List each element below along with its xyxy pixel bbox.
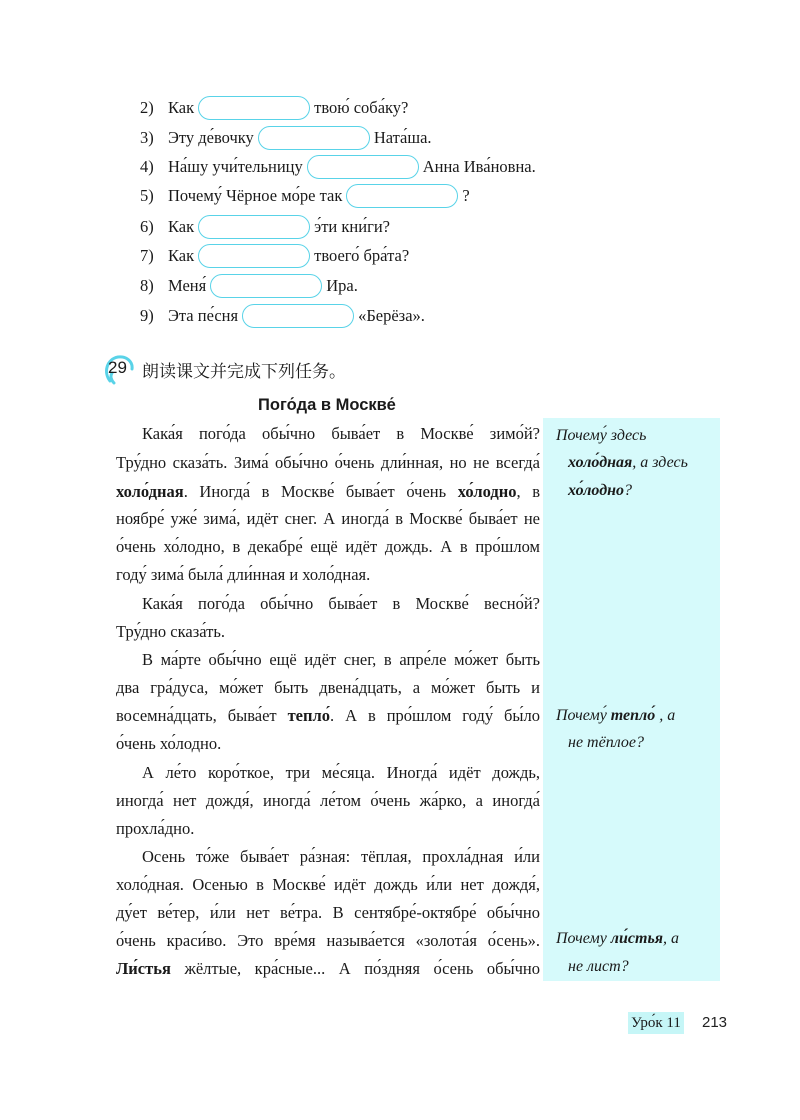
answer-blank[interactable] [258,126,370,150]
text-span: , а здесь [632,454,688,471]
item-text-before: Почему́ Чёрное мо́ре так [168,186,343,205]
text-line: Осень то́же быва́ет ра́зная: тёплая, прохла́дная и́ли [142,847,540,866]
item-text-after: Ната́ша. [373,128,432,147]
text-line [116,478,540,506]
side-note-line: Почему́ здесь [556,427,647,444]
text-line: о́чень хо́лодно, в декабре́ ещё идёт дождь. А в про́шлом [116,537,540,556]
bold-word: хо́лодно [568,482,625,499]
item-number: 3) [140,128,154,147]
text-line: В ма́рте обы́чно ещё идёт снег, в апре́ле мо́жет быть [142,650,540,669]
exercise-item [140,242,409,270]
item-text-after: «Берёза». [358,306,425,325]
lesson-badge: Уро́к 11 [628,1012,684,1034]
item-text-before: Эта пе́сня [168,306,239,325]
bold-word: хо́лодно [457,482,517,501]
bold-word: Ли́стья [116,959,171,978]
text-line: А ле́то коро́ткое, три ме́сяца. Иногда́ идёт дождь, [142,763,540,782]
item-number: 2) [140,98,154,117]
item-text-after: э́ти кни́ги? [314,217,390,236]
exercise-item [140,124,432,152]
bold-word: ли́стья [610,930,664,947]
answer-blank[interactable] [198,215,310,239]
text-span: ? [624,482,633,499]
side-note-line [568,477,632,505]
item-text-before: Как [168,246,195,265]
task-number-badge [104,354,134,384]
side-note-line [556,702,675,730]
item-text-after: Анна Ива́новна. [422,157,536,176]
exercise-item [140,213,390,241]
item-text-before: На́шу учи́тельницу [168,157,303,176]
text-span: жёлтые, кра́сные... А по́здняя о́сень обы́чно [170,959,540,978]
text-line [116,702,540,730]
answer-blank[interactable] [242,304,354,328]
exercise-item [140,182,470,210]
item-text-before: Меня́ [168,276,207,295]
item-text-after: ? [462,186,470,205]
answer-blank[interactable] [198,96,310,120]
exercise-item [140,153,536,181]
text-span: Почему́ [556,707,611,724]
bold-word: тепло́ [610,707,656,724]
answer-blank[interactable] [198,244,310,268]
item-text-before: Эту де́вочку [168,128,254,147]
exercise-item [140,94,408,122]
text-line: Тру́дно сказа́ть. [116,622,225,641]
item-number: 5) [140,186,154,205]
bold-word: холо́дная [568,454,633,471]
text-line [116,955,540,983]
task-instruction: 朗读课文并完成下列任务。 [142,361,346,382]
text-span: , в [516,482,540,501]
side-note-line: не тёплое? [568,734,644,751]
text-line: о́чень хо́лодно. [116,734,222,753]
item-number: 6) [140,217,154,236]
item-text-after: твою́ соба́ку? [314,98,409,117]
text-line: холо́дная. Осенью в Москве́ идёт дождь и́ли нет дождя́, [116,875,540,894]
text-line: о́чень краси́во. Это вре́мя называ́ется «золота́я о́сень». [116,931,540,950]
answer-blank[interactable] [210,274,322,298]
text-line: два гра́дуса, мо́жет быть двена́дцать, а мо́жет быть и [116,678,540,697]
text-line: Тру́дно сказа́ть. Зима́ обы́чно о́чень дли́нная, но не всегда́ [116,453,540,472]
item-number: 8) [140,276,154,295]
task-heading [104,354,346,384]
item-number: 9) [140,306,154,325]
item-text-before: Как [168,98,195,117]
side-note-line: не лист? [568,958,629,975]
text-span: Почему [556,930,611,947]
page-number: 213 [702,1014,728,1031]
text-span: , а [655,707,676,724]
text-line: ноябре́ уже́ зима́, идёт снег. А иногда́ в Москве́ быва́ет не [116,509,540,528]
side-note-line [568,449,688,477]
text-line: ду́ет ве́тер, и́ли нет ве́тра. В сентябре́-октябре́ обы́чно [116,903,540,922]
item-number: 4) [140,157,154,176]
text-title: Пого́да в Москве́ [258,396,396,414]
exercise-item [140,302,425,330]
text-span: , а [663,930,680,947]
bold-word: холо́дная [116,482,184,501]
text-line: иногда́ нет дождя́, иногда́ ле́том о́чень жа́рко, а иногда́ [116,791,540,810]
task-number: 29 [108,358,127,377]
side-note-line [556,925,679,953]
text-line: Кака́я пого́да обы́чно быва́ет в Москве́ весно́й? [142,594,540,613]
item-text-after: Ира. [326,276,358,295]
item-text-before: Как [168,217,195,236]
text-span: . Иногда́ в Москве́ быва́ет о́чень [183,482,458,501]
text-line: Кака́я пого́да обы́чно быва́ет в Москве́ зимо́й? [142,424,540,443]
text-line: году́ зима́ была́ дли́нная и холо́дная. [116,565,371,584]
item-number: 7) [140,246,154,265]
item-text-after: твоего́ бра́та? [314,246,410,265]
bold-word: тепло́ [287,706,331,725]
text-line: прохла́дно. [116,819,195,838]
exercise-item [140,272,358,300]
answer-blank[interactable] [346,184,458,208]
text-span: восемна́дцать, быва́ет [116,706,288,725]
answer-blank[interactable] [307,155,419,179]
text-span: . А в про́шлом году́ бы́ло [330,706,540,725]
